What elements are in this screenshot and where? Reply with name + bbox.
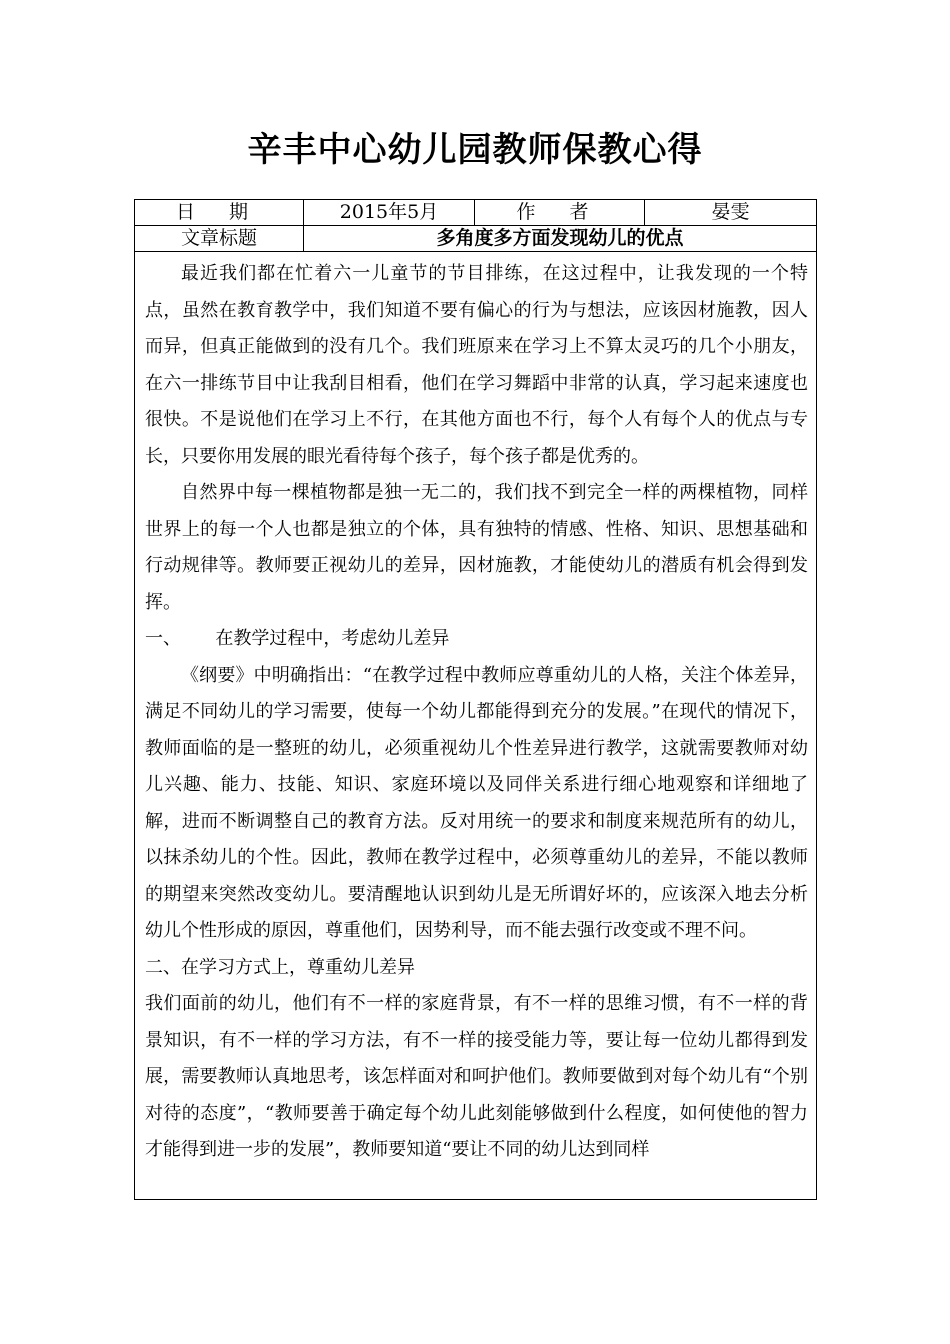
article-title-row [135,226,817,252]
section-heading-1: 一、 在教学过程中，考虑幼儿差异 [145,628,450,649]
paragraph-4: 我们面前的幼儿，他们有不一样的家庭背景，有不一样的思维习惯，有不一样的背景知识，有不一样的学习方法，有不一样的接受能力等，要让每一位幼儿都得到发展，需要教师认真地思考，该怎样面对和呵护他们。教师要做到对每个幼儿有“个别对待的态度”，“教师要善于确定每个幼儿此刻能够做到什么程度，如何使他的智力才能得到进一步的发展”，教师要知道“要让不同的幼儿达到同样 [145,993,808,1160]
article-title-label: 文章标题 [135,226,304,252]
body-content [135,252,816,1199]
info-table [134,199,817,1200]
paragraph-2: 自然界中每一棵植物都是独一无二的，我们找不到完全一样的两棵植物，同样世界上的每一个人也都是独立的个体，具有独特的情感、性格、知识、思想基础和行动规律等。教师要正视幼儿的差异，因材施教，才能使幼儿的潜质有机会得到发挥。 [145,482,808,613]
body-row [135,252,817,1200]
meta-row [135,200,817,226]
date-value: 2015年5月 [304,200,475,226]
paragraph-1: 最近我们都在忙着六一儿童节的节目排练，在这过程中，让我发现的一个特点，虽然在教育教学中，我们知道不要有偏心的行为与想法，应该因材施教，因人而异，但真正能做到的没有几个。我们班原来在学习上不算太灵巧的几个小朋友，在六一排练节目中让我刮目相看，他们在学习舞蹈中非常的认真，学习起来速度也很快。不是说他们在学习上不行，在其他方面也不行，每个人有每个人的优点与专长，只要你用发展的眼光看待每个孩子，每个孩子都是优秀的。 [145,263,808,467]
paragraph-3: 《纲要》中明确指出：“在教学过程中教师应尊重幼儿的人格，关注个体差异，满足不同幼儿的学习需要，使每一个幼儿都能得到充分的发展。”在现代的情况下，教师面临的是一整班的幼儿，必须重视幼儿个性差异进行教学，这就需要教师对幼儿兴趣、能力、技能、知识、家庭环境以及同伴关系进行细心地观察和详细地了解，进而不断调整自己的教育方法。反对用统一的要求和制度来规范所有的幼儿，以抹杀幼儿的个性。因此，教师在教学过程中，必须尊重幼儿的差异，不能以教师的期望来突然改变幼儿。要清醒地认识到幼儿是无所谓好坏的，应该深入地去分析幼儿个性形成的原因，尊重他们，因势利导，而不能去强行改变或不理不问。 [145,664,808,941]
body-cell [135,252,817,1200]
author-label: 作 者 [475,200,645,226]
page-title: 辛丰中心幼儿园教师保教心得 [247,130,703,170]
article-title-value: 多角度多方面发现幼儿的优点 [304,226,817,252]
date-label: 日 期 [135,200,304,226]
author-value: 晏雯 [645,200,817,226]
section-heading-2: 二、在学习方式上，尊重幼儿差异 [145,956,415,978]
